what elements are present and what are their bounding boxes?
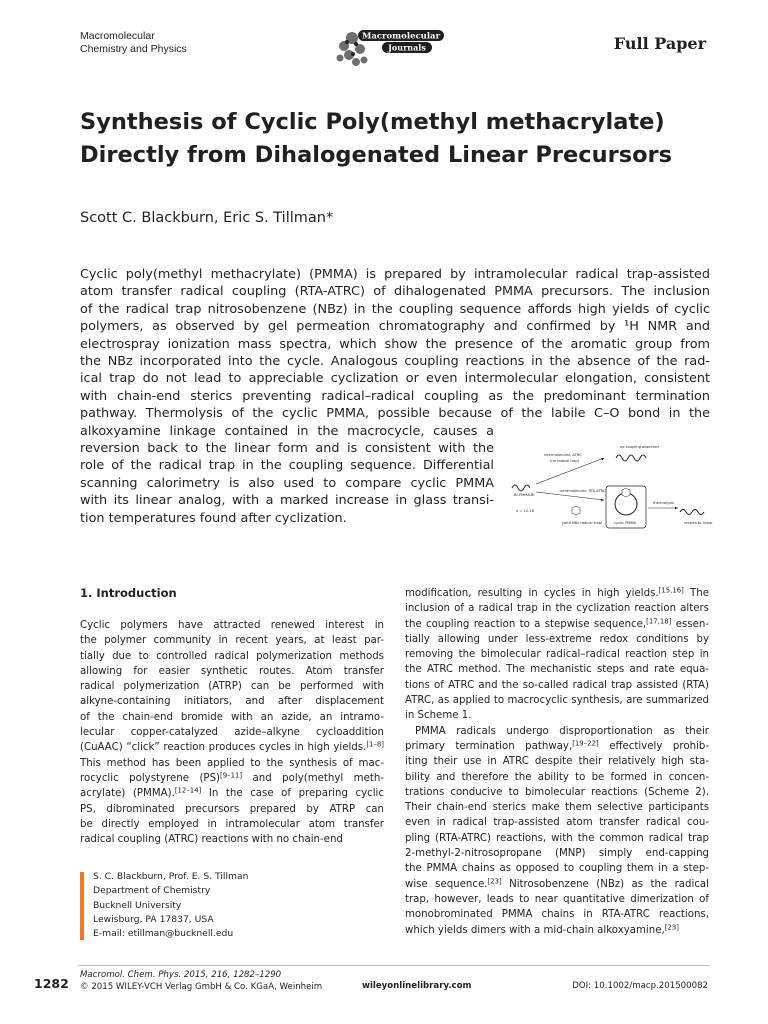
intro-right-line: iting their use in ATRC despite their relatively high sta-: [405, 756, 709, 768]
intro-right-line: in Scheme 1.: [405, 710, 472, 722]
intro-left-line: PS, dibrominated precursors prepared by ATRP can: [80, 803, 384, 815]
abstract-line: polymers, as observed by gel permeation chromatography and confirmed by ¹H NMR and: [80, 319, 710, 335]
intro-right-line: monobrominated PMMA chains in RTA-ATRC reactions,: [405, 909, 709, 921]
abstract-line: role of the radical trap in the coupling sequence. Differential: [80, 458, 494, 474]
intro-right-line: trap, however, leads to near quantitative dimerization of: [405, 893, 709, 905]
journal-name-line1: Macromolecular: [80, 30, 155, 42]
intro-right-column: [405, 586, 709, 938]
intro-right-line: pling (RTA-ATRC) reactions, with the common radical trap: [405, 832, 709, 844]
toc-graphic: [508, 438, 716, 546]
journal-name: [80, 30, 187, 56]
intro-right-line: tially allowing under less-extreme redox conditions by: [405, 633, 709, 645]
intro-left-line: radical polymerization (ATRP) can be performed with: [80, 681, 384, 693]
affiliation-line: Department of Chemistry: [93, 885, 211, 897]
article-title-line1: Synthesis of Cyclic Poly(methyl methacrylate): [80, 109, 665, 135]
abstract-line: Cyclic poly(methyl methacrylate) (PMMA) is prepared by intramolecular radical trap-assisted: [80, 267, 710, 282]
logo-text-line2: Journals: [388, 42, 426, 53]
footer-citation: [80, 969, 322, 993]
abstract-line: alkoxyamine linkage contained in the macrocycle, causes a: [80, 423, 494, 439]
affiliation-accent-bar: [80, 872, 84, 940]
logo-text-line1: Macromolecular: [361, 31, 441, 42]
toc-label-rta: intramolecular, RTA-ATRC: [560, 489, 606, 493]
intro-left-line: Cyclic polymers have attracted renewed interest in: [80, 620, 384, 631]
intro-left-line: be directly employed in intramolecular atom transfer: [80, 818, 384, 830]
page-number: 1282: [34, 976, 69, 991]
intro-left-line: tially due to controlled radical polymerization methods: [80, 650, 384, 662]
intro-right-line: trations conducive to bimolecular reactions (Scheme 2).: [405, 786, 709, 798]
toc-label-thermolysis: thermolysis: [653, 501, 674, 505]
toc-label-n: n = 12-18: [516, 509, 535, 513]
abstract-line: ical trap do not lead to appreciable cyclization or even intermolecular elongation, consistent: [80, 371, 710, 387]
intro-right-line: removing the bimolecular radical–radical reaction step in: [405, 649, 709, 661]
abstract-line: tion temperatures found after cyclization.: [80, 510, 347, 526]
intro-left-line: lecular copper-catalyzed azide–alkyne cycloaddition: [80, 727, 384, 739]
affiliation-line[interactable]: E-mail: etillman@bucknell.edu: [93, 928, 234, 940]
affiliation-line: Bucknell University: [93, 899, 182, 911]
toc-label-no-coupling: no coupling observed: [620, 445, 659, 449]
intro-right-line: 2-methyl-2-nitrosopropane (MNP) simply end-capping: [405, 848, 709, 860]
intro-left-line: (CuAAC) “click” reaction produces cycles in high yields.[1–8]: [80, 740, 384, 754]
intro-right-line: even in radical trap-assisted atom transfer radical cou-: [405, 817, 709, 829]
abstract-line: with chain-end sterics preventing radical–radical coupling as the predominant termination: [80, 388, 710, 404]
uncoupled-chain: [616, 455, 646, 461]
article-authors: Scott C. Blackburn, Eric S. Tillman*: [80, 210, 334, 226]
journal-name-line2: Chemistry and Physics: [80, 43, 187, 55]
copyright-line: © 2015 WILEY-VCH Verlag GmbH & Co. KGaA, Weinheim: [80, 982, 323, 992]
abstract-line: with its linear analog, with a marked increase in glass transi-: [80, 493, 494, 509]
intro-right-line: tions of ATRC and the so-called radical trap assisted (RTA): [405, 679, 709, 691]
intro-right-line: which yields dimers with a mid-chain alkoxyamine,[23]: [405, 923, 679, 936]
toc-label-no-trap: (no radical trap): [550, 459, 580, 463]
intro-left-line: allowing for easier synthetic routes. Atom transfer: [80, 665, 384, 677]
lower-arrow: [536, 492, 604, 500]
abstract-line: reversion back to the linear form and is consistent with the: [80, 441, 494, 457]
article-title-line2: Directly from Dihalogenated Linear Precursors: [80, 142, 673, 168]
toc-label-nbz: (with NBz radical trap): [562, 521, 603, 525]
abstract-line: scanning calorimetry is also used to compare cyclic PMMA: [80, 475, 494, 491]
intro-right-line: the PMMA chains as opposed to coupling them in a step-: [405, 863, 709, 875]
toc-label-dimer: intermolecular, ATRC: [544, 453, 582, 457]
publisher-website-link[interactable]: wileyonlinelibrary.com: [362, 981, 472, 991]
abstract-line: atom transfer radical coupling (RTA-ATRC) of dihalogenated PMMA precursors. The inclusion: [80, 284, 710, 300]
paper-type-label: Full Paper: [613, 34, 706, 53]
toc-label-cyclic: cyclic PMMA: [614, 521, 637, 525]
reverted-linear-chain: [680, 510, 704, 515]
abstract-line: pathway. Thermolysis of the cyclic PMMA, possible because of the labile C–O bond in the: [80, 406, 710, 422]
section-heading-introduction: 1. Introduction: [80, 586, 177, 600]
toc-label-br-pmma: Br-PMMA-Br: [514, 493, 535, 497]
intro-right-line: inclusion of a radical trap in the cyclization reaction alters: [405, 603, 709, 615]
macromolecular-journals-logo: [334, 24, 446, 72]
abstract-line: electrospray ionization mass spectra, which show the presence of the aromatic group from: [80, 336, 710, 352]
affiliation-line: Lewisburg, PA 17837, USA: [93, 913, 214, 925]
footer-rule: [78, 965, 710, 966]
intro-right-line: primary termination pathway,[19–22] effectively prohib-: [405, 739, 709, 752]
doi-link[interactable]: DOI: 10.1002/macp.201500082: [572, 981, 708, 991]
intro-left-line: rocyclic polystyrene (PS)[9–11] and poly(methyl meth-: [80, 771, 384, 784]
intro-right-line: PMMA radicals undergo disproportionation as their: [415, 725, 709, 737]
intro-right-line: modification, resulting in cycles in high yields.[15,16] The: [405, 586, 709, 599]
intro-left-line: acrylate) (PMMA).[12–14] In the case of preparing cyclic: [80, 786, 384, 800]
intro-left-line: alkyne-containing initiators, and after displacement: [80, 696, 384, 708]
intro-left-line: the polymer community in recent years, at least par-: [80, 635, 384, 647]
toc-label-revert: reverts to linear: [684, 521, 713, 525]
intro-right-line: the coupling reaction to a stepwise sequence,[17,18] essen-: [405, 617, 709, 630]
author-affiliation: [93, 870, 248, 941]
abstract-line: the NBz incorporated into the cycle. Analogous coupling reactions in the absence of the rad-: [80, 354, 710, 370]
nitrosobenzene-ring: [572, 506, 580, 515]
intro-left-line: This method has been applied to the synthesis of mac-: [80, 757, 384, 769]
intro-left-line: of the chain-end bromide with an azide, an intramo-: [80, 711, 384, 723]
citation-line: Macromol. Chem. Phys. 2015, 216, 1282–1290: [80, 970, 282, 980]
intro-right-line: bility and therefore the ability to be formed in concen-: [405, 771, 709, 783]
abstract-line: of the radical trap nitrosobenzene (NBz) in the coupling sequence affords high yields of cyclic: [80, 301, 710, 317]
article-title: [80, 106, 720, 172]
affiliation-line: S. C. Blackburn, Prof. E. S. Tillman: [93, 871, 249, 882]
intro-right-line: wise sequence.[23] Nitrosobenzene (NBz) as the radical: [405, 877, 710, 890]
intro-left-column: [80, 618, 384, 847]
intro-right-line: ATRC, as applied to macrocyclic synthesis, are summarized: [405, 695, 709, 707]
intro-right-line: Their chain-end sterics make them selective participants: [405, 802, 709, 814]
linear-precursor-chain: [512, 485, 530, 491]
intro-left-line: radical coupling (ATRC) reactions with no chain-end: [80, 834, 343, 846]
intro-right-line: the ATRC method. The mechanistic steps and rate equa-: [405, 664, 709, 676]
